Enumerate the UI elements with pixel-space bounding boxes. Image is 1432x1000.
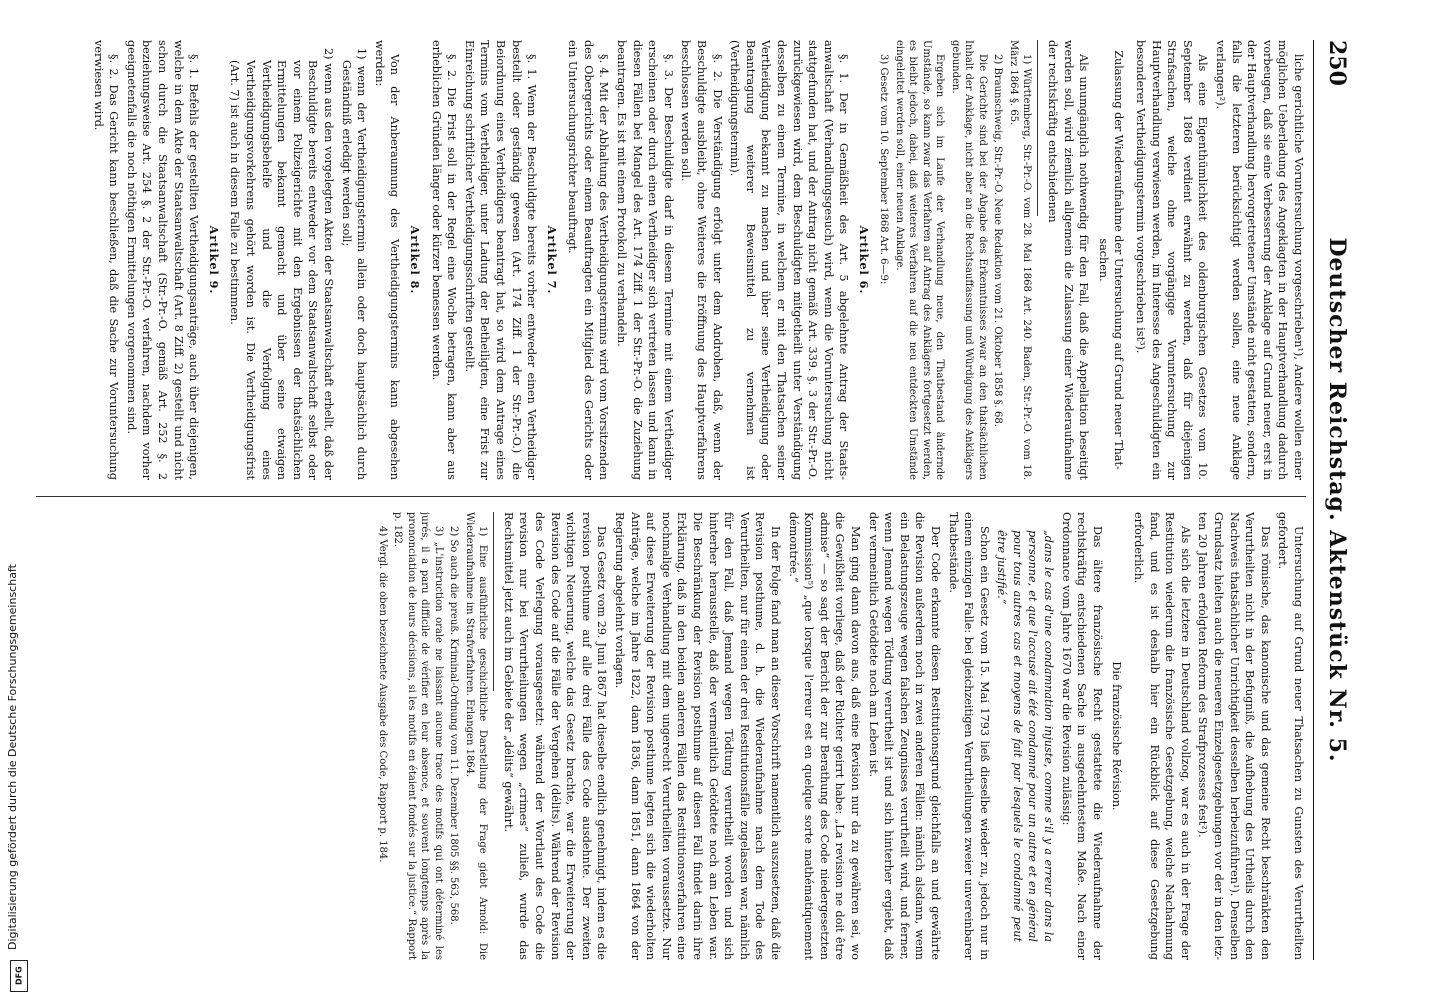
paragraph: In der Folge fand man an dieser Vorschrift namentlich auszusetzen, daß die Revision posthume, d. h. die Wiederaufnahme nach dem Tode des Verurtheilten, nur für einen der drei Restitutionsfälle zugelassen war, nämlich für den Fall, daß Jemand wegen Tödtung verurtheilt worden und sich hinterher herausstelle, daß der vermeintlich Getödtete noch am Leben war. Die Beschränkung der Revision posthume auf diesen Fall findet darin ihre Erklärung, daß in den beiden anderen Fällen das Restitutionsverfahren eine nochmalige Verhandlung mit dem ungerecht Verurtheilten voraussetzte. Nur auf diese Erweiterung der Revision posthume legten sich die wiederholten Anträge, welche im Jahre 1822, dann 1836, dann 1851, dann 1864 von der Regierung abgelehnt vorlagen.	[613, 512, 782, 960]
paragraph: Als eine Eigenthümlichkeit des oldenburgischen Gesetzes vom 10. September 1868 verdient erwähnt zu werden, daß für diejenigen Strafsachen, welche ohne vorgängige Voruntersuchung zur Hauptverhandlung verwiesen werden, im Interesse des Angeschuldigten ein besonderer Vertheidigungstermin vorgeschrieben ist³).	[1134, 40, 1210, 480]
footnote-rule	[493, 512, 494, 691]
paragraph: §. 1. Der in Gemäßheit des Art. 5 abgelehnte Antrag der Staatsanwaltschaft (Verhandlungsgesuch) wird, wenn die Voruntersuchung nicht stattgefunden hat, und der Antrag nicht gemäß Art. 339. §. 3 der Str.-Pr.-O. zurückgewiesen wird, dem Beschuldigten mitgetheilt unter Verständigung desselben zu einem Termine, in welchem er mit den Thatsachen seiner Vertheidigung bekannt zu machen und über seine Vertheidigung oder Beantragung weiterer Beweismittel zu vernehmen ist (Vertheidigungstermin).	[728, 40, 851, 480]
paragraph: §. 2. Die Frist soll in der Regel eine Woche betragen, kann aber aus erheblichen Gründen länger oder kürzer bemessen werden.	[429, 40, 459, 480]
paragraph: Das römische, das kanonische und das gemeine Recht beschränkten den Verurtheilten nicht in der Befugniß, die Aufhebung des Urtheils durch den Nachweis thatsächlicher Unrichtigkeit desselben herbeizuführen¹). Denselben Grundsatz hielten auch die neueren Einzelgesetzgebungen vor der in den letzten 20 Jahren erfolgten Reform des Strafprozesses fest²).	[1196, 512, 1272, 960]
column-divider	[36, 496, 1306, 497]
paragraph: Von der Anberaumung des Vertheidigungstermins kann abgesehen werden:	[372, 40, 402, 480]
right-column	[36, 512, 1306, 960]
footnote-rule	[1038, 40, 1039, 216]
article-heading: Artikel 8.	[407, 225, 422, 295]
page-header	[1313, 40, 1354, 960]
footnote: 1) Eine ausführliche geschichtliche Darstellung der Frage giebt Arnold: Die Wiederaufnahme im Strafverfahren. Erlangen 1864.	[463, 512, 489, 960]
paragraph: Schon ein Gesetz vom 15. Mai 1793 ließ dieselbe wieder zu, jedoch nur in einem einzigen Falle: bei gleichzeitigen Verurtheilungen zweier unvereinbarer Thatbestände.	[946, 512, 991, 960]
footnote: 2) So auch die preuß. Kriminal-Ordnung vom 11. Dezember 1805 §§. 563, 568.	[448, 526, 460, 925]
paragraph: Als sich die letztere in Deutschland vollzog, war es auch in der Frage der Restitution wiederum die französische Gesetzgebung, welche Nachahmung fand, und es ist deshalb hier ein Rückblick auf diese Gesetzgebung erforderlich.	[1132, 512, 1192, 960]
article-heading: Artikel 9.	[206, 225, 221, 295]
quotation: „dans le cas d'une condamnation injuste, comme s'il y a erreur dans la personne, et que l'accusé ait été condamné pour un autre et en général pour tous autres cas et moyens de fait par lesquels le condamné peut être justifié.“	[995, 530, 1056, 942]
paragraph: §. 4. Mit der Abhaltung des Vertheidigungstermins wird vom Vorsitzenden des Obergerichts oder einem Beauftragten ein Mitglied des Gerichts oder ein Untersuchungsrichter beauftragt.	[566, 40, 611, 480]
footnote: 2) Braunschweig, Str.-Pr.-O. Neue Redaktion vom 21. Oktober 1858 §. 68.	[992, 54, 1004, 427]
paragraph: §. 3. Der Beschuldigte darf in diesem Termine mit einem Vertheidiger erscheinen oder durch einen Vertheidiger sich vertreten lassen und kann in diesen Fällen bei Mangel des Art. 174 Ziff. 1 der Str.-Pr.-O. die Zuziehung beantragen. Es ist mit einem Protokoll zu verhandeln.	[615, 40, 675, 480]
section-heading: Zulassung der Wiederaufnahme der Untersuchung auf Grund neuer Thatsachen.	[1096, 50, 1126, 470]
footnote: 4) Vergl. die oben bezeichnete Ausgabe des Code, Rapport p. 184.	[376, 526, 388, 863]
footnote: Ergeben sich im Laufe der Verhandlung neue, den Thatbestand ändernde Umstände, so kann zwar das Verfahren auf Antrag des Anklägers fortgesetzt werden, es bleibt jedoch, dabei, daß weiteres Verfahren auf die neu entdeckten Umstände eingeleitet werden soll, einer neuen Anklage.	[894, 40, 946, 480]
list-item: 2) wenn aus den vorgelegten Akten der Staatsanwaltschaft erhellt, daß der Beschuldigte bereits entweder vor dem Staatsanwaltschaft selbst oder vor einem Polizeigerichte mit den Ergebnissen der thatsächlichen Ermittelungen bekannt gemacht und über seine etwaigen Vertheidigungsbehelfe und die Verfolgung eines Vertheidigungsvorkehrens gehört worden ist. Die Vertheidigungsfrist (Art. 7) ist auch in diesem Falle zu bestimmen.	[228, 48, 335, 480]
paragraph: liche gerichtliche Voruntersuchung vorgeschrieben¹), Andere wollen einer möglichen Ueberladung des Angeklagten in der Hauptverhandlung dadurch vorbeugen, daß sie eine Verbesserung der Anklage auf Grund neuer, erst in der Hauptverhandlung hervorgetretener Umstände nicht gestatten, sondern, falls die letzteren berücksichtigt werden sollen, eine neue Anklage verlangen²).	[1214, 40, 1305, 480]
paragraph: Als unumgänglich nothwendig für den Fall, daß die Appellation beseitigt werden soll, wird ziemlich allgemein die Zulassung einer Wiederaufnahme der rechtskräftig entschiedenen	[1046, 40, 1091, 480]
article-heading: Artikel 7.	[544, 225, 559, 295]
list-item: 1) wenn der Vertheidigungstermin allein oder doch hauptsächlich durch Geständniß erledigt werden soll;	[339, 48, 369, 480]
left-column	[36, 40, 1306, 480]
paragraph: Das Gesetz vom 29. Juni 1867 hat dieselbe endlich genehmigt, indem es die revision posthume auf alle drei Fälle des Code ausdehnte. Der zweiten wichtigen Neuerung, welche das Gesetz brachte, war die Erweiterung der Revision des Code auf die Fälle der Vergehen (délits). Während der Revision des Code Verlegung vorausgesetzt: während der Wortlaut des Code die revision nur bei Verurtheilungen wegen „crimes“ zuließ, wurde das Rechtsmittel jetzt auch im Gebiete der „délits“ gewährt.	[501, 512, 609, 960]
dfg-logo: DFG	[10, 960, 28, 992]
page-title: Deutscher Reichstag. Aktenstück Nr. 5.	[1324, 237, 1350, 763]
footnote: 1) Württemberg, Str.-Pr.-O. vom 28. Mai 1868 Art. 240. Baden, Str.-Pr.-O. vom 18. März 1864 §. 65.	[1008, 40, 1033, 480]
paragraph: Das ältere französische Recht gestattete die Wiederaufnahme der rechtskräftig entschiedenen Sache in ausgedehntestem Maße. Nach einer Ordonnance vom Jahre 1670 war die Revision zulässig:	[1059, 512, 1104, 960]
paragraph: §. 2. Das Gericht kann beschließen, daß die Sache zur Voruntersuchung verwiesen wird.	[91, 40, 121, 480]
footnote: Die Gerichte sind bei der Abgabe des Erkenntnisses zwar an den thatsächlichen Inhalt der Anklage, nicht aber an die Rechtsauffassung und Würdigung des Anklägers gebunden.	[950, 40, 988, 480]
paragraph: Untersuchung auf Grund neuer Thatsachen zu Gunsten des Verurtheilten gefordert.	[1276, 512, 1305, 960]
paragraph: Man ging dann davon aus, daß eine Revision nur da zu gewähren sei, wo die Gewißheit vorliege, daß der Richter geirrt habe: „La revision ne doit être admise“ — so sagt der Bericht der zur Berathung des Code niedergesetzten Kommission⁵) „que lorsque l'erreur est en quelque sorte mathématiquement démontrée.“	[786, 512, 862, 960]
paragraph: Der Code erkannte diesen Restitutionsgrund gleichfalls an und gewährte die Revision außerdem noch in zwei anderen Fällen: nämlich alsdann, wenn ein Belastungszeuge wegen falschen Zeugnisses verurtheilt wird, und ferner, wenn Jemand wegen Tödtung verurtheilt ist und sich hinterher ergiebt, daß der vermeintlich Getödtete noch am Leben ist.	[866, 512, 942, 960]
paragraph: §. 2. Die Verständigung erfolgt unter dem Androhen, daß, wenn der Beschuldigte ausbleibt, ohne Weiteres die Eröffnung des Hauptverfahrens beschlossen werden soll.	[679, 40, 724, 480]
section-heading: Die französische Révision.	[1110, 661, 1124, 811]
paragraph: §. 1. Wenn der Beschuldigte bereits vorher entweder einen Vertheidiger bestellt oder geständig gewesen (Art. 174 Ziff. 1 der Str.-Pr.-O.) die Beiordnung eines Vertheidigers beantragt hat, so wird dem Antrage eines Termins vom Vertheidiger, unter Ladung der Betheiligten, eine Frist zur Einreichung schriftlicher Vertheidigungsschriften gestellt.	[462, 40, 539, 480]
document-page	[12, 0, 1372, 1000]
page-number: 250	[1324, 40, 1350, 86]
footnote: 3) „L'instruction orale ne laissant aucune trace des motifs qui ont déterminé les jurés, il a paru difficile de vérifier en leur absence, et souvent longtemps après la prononciation de leurs décisions, si les motifs en étaient fondés sur la justice.“ Rapport p. 182.	[392, 512, 444, 960]
paragraph: §. 1. Befehls der gestellten Vertheidigungsanträge, auch über diejenigen, welche in dem Akte der Staatsanwaltschaft (Art. 8 Ziff. 2) gestellt und nicht schon durch die Staatsanwaltschaft (Str.-Pr.-O. gemäß Art. 252 §. 2 beziehungsweise Art. 254 §. 2 der Str.-Pr.-O. verfahren, nachdem vorher geeignetenfalls die noch nöthigen Ermittelungen vorgenommen sind.	[124, 40, 201, 480]
digitization-credit: Digitalisierung gefördert durch die Deutsche Forschungsgemeinschaft	[6, 564, 19, 950]
footnote: 3) Gesetz vom 10. September 1868 Art. 6—9:	[878, 54, 890, 285]
article-heading: Artikel 6.	[857, 225, 871, 295]
